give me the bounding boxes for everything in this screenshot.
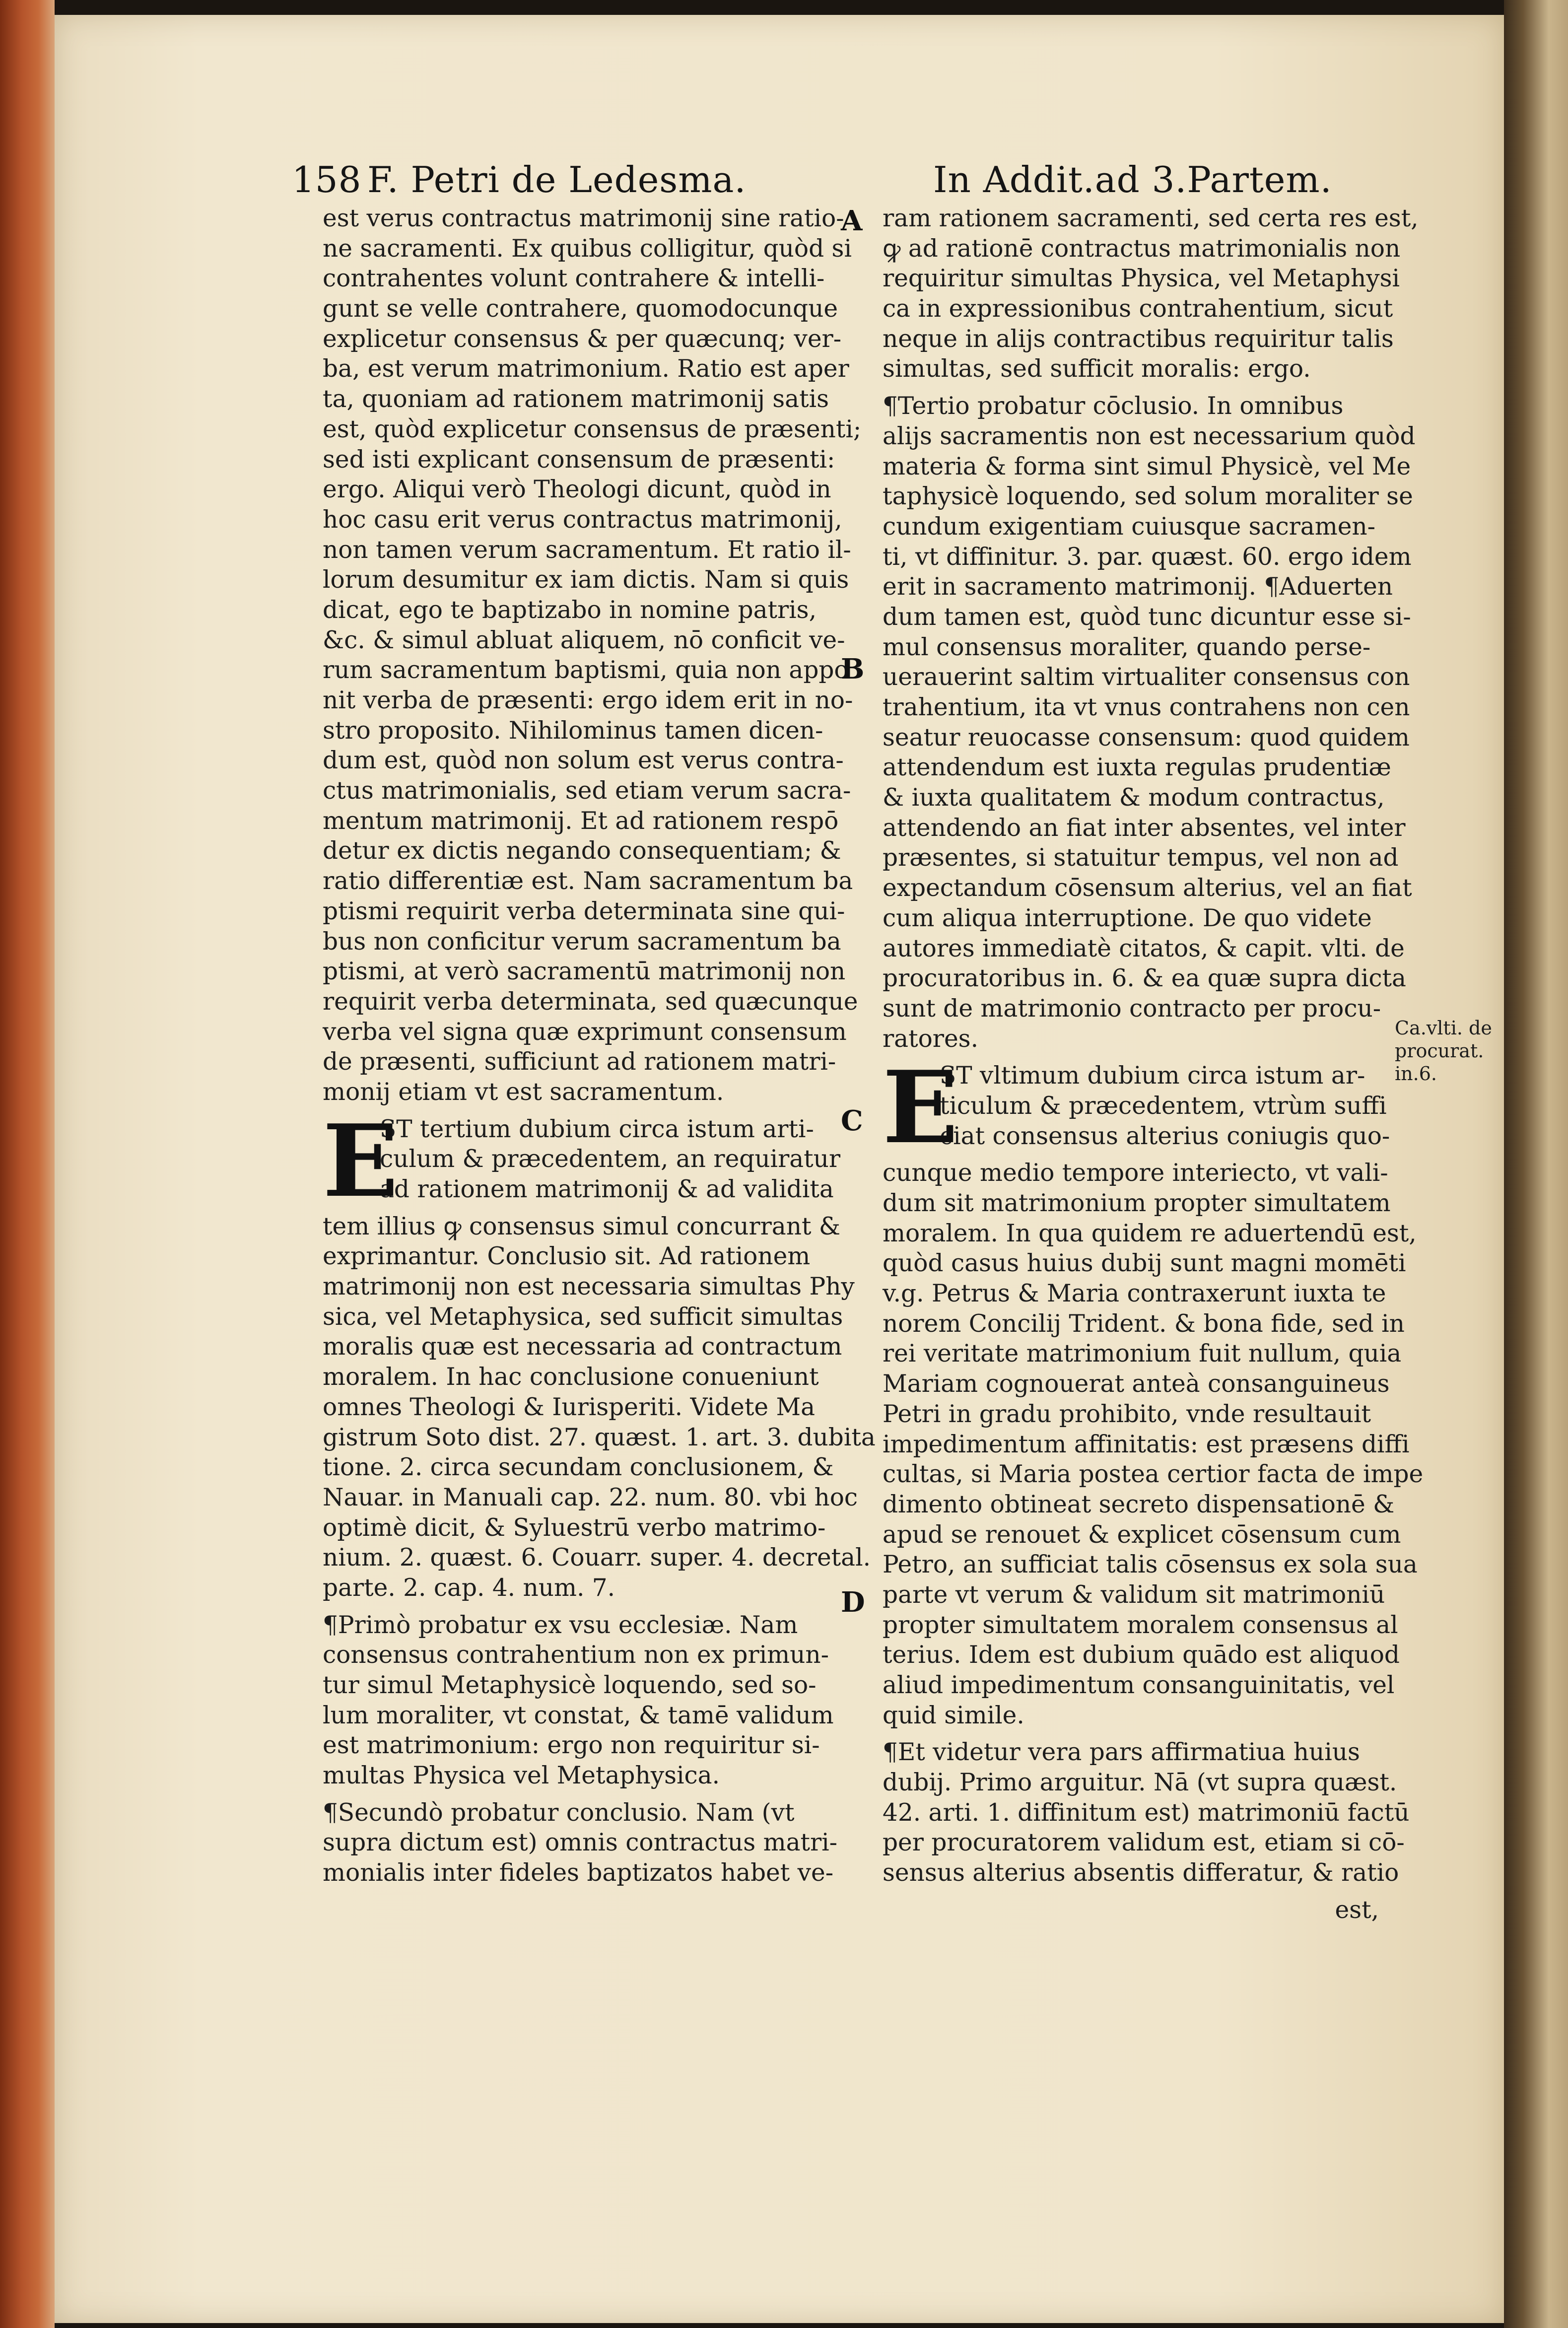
text-line: gistrum Soto dist. 27. quæst. 1. art. 3. dubita (323, 1423, 876, 1451)
text-line: parte vt verum & validum sit matrimoniū (883, 1580, 1385, 1609)
text-line: procuratoribus in. 6. & ea quæ supra dicta (883, 964, 1406, 993)
text-line: ptismi requirit verba determinata sine qui- (323, 897, 845, 925)
adjacent-page-edge (1504, 0, 1568, 2328)
dropcap-letter: E (323, 1102, 399, 1220)
text-line: impedimentum affinitatis: est præsens diffi (883, 1430, 1410, 1458)
text-line: nit verba de præsenti: ergo idem erit in no- (323, 686, 853, 714)
left-paragraph-1 (323, 204, 862, 1114)
text-line: est verus contractus matrimonij sine ratio- (323, 205, 844, 232)
marginal-note-line: procurat. (1395, 1040, 1484, 1062)
text-line: culum & præcedentem, an requiratur (380, 1145, 841, 1173)
text-line: sensus alterius absentis differatur, & ratio (883, 1859, 1399, 1887)
page-number: 158 (292, 159, 362, 201)
text-line: præsentes, si statuitur tempus, vel non ad (883, 844, 1399, 872)
book-spine-edge (0, 0, 55, 2328)
text-line: dum tamen est, quòd tunc dicuntur esse si- (883, 603, 1411, 631)
text-line: apud se renouet & explicet cōsensum cum (883, 1520, 1401, 1549)
text-line: quid simile. (883, 1701, 1024, 1729)
text-line: requiritur simultas Physica, vel Metaphysi (883, 265, 1400, 293)
text-line: dum est, quòd non solum est verus contra- (323, 747, 844, 775)
text-line: dimento obtineat secreto dispensationē & (883, 1490, 1395, 1518)
text-line: rei veritate matrimonium fuit nullum, quia (883, 1340, 1402, 1368)
catchword: est, (1335, 1896, 1379, 1924)
margin-letter-d: D (841, 1586, 865, 1619)
text-line: bus non conficitur verum sacramentum ba (323, 927, 841, 956)
text-line: tione. 2. circa secundam conclusionem, & (323, 1453, 834, 1482)
text-line: v.g. Petrus & Maria contraxerunt iuxta te (883, 1280, 1386, 1308)
text-line: ratores. (883, 1025, 978, 1053)
text-line: alijs sacramentis non est necessarium quòd (883, 422, 1416, 450)
text-line: propter simultatem moralem consensus al (883, 1611, 1398, 1639)
text-line: Petro, an sufficiat talis cōsensus ex sola sua (883, 1551, 1418, 1579)
text-line: supra dictum est) omnis contractus matri- (323, 1829, 838, 1857)
text-line: ergo. Aliqui verò Theologi dicunt, quòd in (323, 476, 831, 504)
text-line: mul consensus moraliter, quando perse- (883, 633, 1371, 661)
text-line: trahentium, ita vt vnus contrahens non cen (883, 693, 1410, 721)
text-line: detur ex dictis negando consequentiam; & (323, 837, 841, 865)
text-line: de præsenti, sufficiunt ad rationem matri- (323, 1048, 836, 1076)
text-line: est, quòd explicetur consensus de præsenti; (323, 415, 862, 443)
right-paragraph-3 (883, 1158, 1424, 1737)
text-line: ctus matrimonialis, sed etiam verum sacra- (323, 777, 851, 805)
text-line: quòd casus huius dubij sunt magni momēti (883, 1249, 1406, 1278)
text-line: ST vltimum dubium circa istum ar- (940, 1062, 1365, 1090)
marginal-note-line: in.6. (1395, 1063, 1437, 1085)
text-line: taphysicè loquendo, sed solum moraliter se (883, 482, 1413, 511)
text-line: sed isti explicant consensum de præsenti: (323, 445, 835, 474)
text-line: nium. 2. quæst. 6. Couarr. super. 4. decretal. (323, 1544, 871, 1572)
text-line: sunt de matrimonio contracto per procu- (883, 994, 1381, 1023)
text-line: matrimonij non est necessaria simultas Phy (323, 1273, 855, 1301)
text-line: explicetur consensus & per quæcunq; ver- (323, 325, 842, 353)
text-line: ratio differentiæ est. Nam sacramentum ba (323, 867, 853, 895)
text-line: moralem. In hac conclusione conueniunt (323, 1363, 819, 1391)
text-line: mentum matrimonij. Et ad rationem respō (323, 807, 839, 835)
text-line: ti, vt diffinitur. 3. par. quæst. 60. ergo idem (883, 543, 1412, 571)
text-line: autores immediatè citatos, & capit. vlti. de (883, 934, 1405, 962)
text-line: ad rationem matrimonij & ad validita (380, 1175, 834, 1203)
text-line: ram rationem sacramenti, sed certa res est, (883, 205, 1419, 232)
left-text-column (323, 204, 876, 1895)
text-line: contrahentes volunt contrahere & intelli- (323, 265, 825, 293)
text-line: aliud impedimentum consanguinitatis, vel (883, 1671, 1395, 1699)
text-line: attendendo an fiat inter absentes, vel inter (883, 814, 1406, 842)
text-line: tem illius ꝙ consensus simul concurrant & (323, 1212, 841, 1240)
text-line: attendendum est iuxta regulas prudentiæ (883, 753, 1391, 782)
text-line: Petri in gradu prohibito, vnde resultauit (883, 1400, 1371, 1428)
text-line: dicat, ego te baptizabo in nomine patris, (323, 596, 817, 624)
text-line: consensus contrahentium non ex primun- (323, 1641, 829, 1669)
text-line: 42. arti. 1. diffinitum est) matrimoniū factū (883, 1798, 1410, 1827)
text-line: rum sacramentum baptismi, quia non appo (323, 656, 849, 685)
text-line: ptismi, at verò sacramentū matrimonij non (323, 958, 846, 986)
text-line: terius. Idem est dubium quādo est aliquod (883, 1641, 1400, 1669)
text-line: ta, quoniam ad rationem matrimonij satis (323, 385, 829, 413)
text-line: multas Physica vel Metaphysica. (323, 1762, 720, 1790)
text-line: requirit verba determinata, sed quæcunque (323, 987, 858, 1016)
text-line: ca in expressionibus contrahentium, sicut (883, 295, 1393, 323)
text-line: sica, vel Metaphysica, sed sufficit simultas (323, 1302, 843, 1331)
right-text-column (883, 204, 1424, 1925)
text-line: materia & forma sint simul Physicè, vel Me (883, 452, 1411, 480)
text-line: gunt se velle contrahere, quomodocunque (323, 295, 838, 323)
text-line: ¶Secundò probatur conclusio. Nam (vt (323, 1798, 795, 1827)
text-line: ¶Tertio probatur cōclusio. In omnibus (883, 392, 1344, 420)
text-line: exprimantur. Conclusio sit. Ad rationem (323, 1242, 811, 1271)
text-line: dubij. Primo arguitur. Nā (vt supra quæst. (883, 1769, 1397, 1797)
text-line: ticulum & præcedentem, vtrùm suffi (940, 1092, 1387, 1120)
text-line: uerauerint saltim virtualiter consensus con (883, 663, 1410, 691)
right-paragraph-1 (883, 204, 1419, 391)
text-line: Nauar. in Manuali cap. 22. num. 80. vbi hoc (323, 1483, 858, 1511)
text-line: non tamen verum sacramentum. Et ratio il- (323, 536, 851, 564)
text-line: ba, est verum matrimonium. Ratio est aper (323, 355, 849, 383)
text-line: monialis inter fideles baptizatos habet ve- (323, 1859, 834, 1887)
text-line: per procuratorem validum est, etiam si cō- (883, 1829, 1405, 1857)
text-line: cundum exigentiam cuiusque sacramen- (883, 512, 1376, 541)
text-line: tur simul Metaphysicè loquendo, sed so- (323, 1671, 817, 1699)
text-line: lorum desumitur ex iam dictis. Nam si quis (323, 566, 849, 594)
text-line: neque in alijs contractibus requiritur talis (883, 325, 1394, 353)
text-line: hoc casu erit verus contractus matrimonij, (323, 505, 842, 534)
text-line: omnes Theologi & Iurisperiti. Videte Ma (323, 1393, 816, 1421)
text-line: monij etiam vt est sacramentum. (323, 1078, 724, 1106)
left-paragraph-2 (323, 1212, 876, 1610)
margin-letter-a: A (841, 205, 863, 237)
text-line: &c. & simul abluat aliquem, nō conficit ve- (323, 626, 845, 654)
text-line: cum aliqua interruptione. De quo videte (883, 904, 1372, 932)
text-line: cunque medio tempore interiecto, vt vali- (883, 1159, 1388, 1187)
text-line: moralem. In qua quidem re aduertendū est, (883, 1219, 1417, 1247)
text-line: seatur reuocasse consensum: quod quidem (883, 723, 1410, 752)
left-dropcap-paragraph (323, 1102, 876, 1610)
text-line: ST tertium dubium circa istum arti- (380, 1115, 814, 1143)
text-line: Mariam cognouerat anteà consanguineus (883, 1370, 1390, 1398)
text-line: ¶Et videtur vera pars affirmatiua huius (883, 1738, 1360, 1767)
right-paragraph-2 (883, 391, 1416, 1061)
marginal-note (1395, 1017, 1494, 1085)
running-subtitle: In Addit.ad 3.Partem. (933, 159, 1332, 201)
text-line: cultas, si Maria postea certior facta de impe (883, 1460, 1424, 1489)
text-line: ꝙ ad rationē contractus matrimonialis non (883, 234, 1401, 263)
text-line: stro proposito. Nihilominus tamen dicen- (323, 716, 823, 745)
left-paragraph-3 (323, 1610, 834, 1798)
text-line: & iuxta qualitatem & modum contractus, (883, 784, 1385, 812)
text-line: moralis quæ est necessaria ad contractum (323, 1333, 842, 1361)
running-title: F. Petri de Ledesma. (367, 159, 747, 201)
text-line: erit in sacramento matrimonij. ¶Aduerten (883, 573, 1393, 601)
text-line: est matrimonium: ergo non requiritur si- (323, 1731, 820, 1760)
margin-letter-c: C (841, 1104, 863, 1137)
text-line: norem Concilij Trident. & bona fide, sed in (883, 1309, 1405, 1338)
text-line: ciat consensus alterius coniugis quo- (940, 1122, 1390, 1150)
text-line: verba vel signa quæ exprimunt consensum (323, 1018, 847, 1046)
text-line: ne sacramenti. Ex quibus colligitur, quòd si (323, 234, 852, 263)
margin-letter-b: B (841, 653, 865, 685)
dropcap-letter: E (883, 1049, 958, 1166)
left-paragraph-4 (323, 1798, 838, 1895)
marginal-note-line: Ca.vlti. de (1395, 1017, 1492, 1039)
text-line: parte. 2. cap. 4. num. 7. (323, 1574, 615, 1602)
right-paragraph-4 (883, 1737, 1410, 1895)
text-line: expectandum cōsensum alterius, vel an fiat (883, 874, 1412, 902)
text-line: optimè dicit, & Syluestrū verbo matrimo- (323, 1513, 826, 1542)
text-line: ¶Primò probatur ex vsu ecclesiæ. Nam (323, 1611, 798, 1639)
text-line: lum moraliter, vt constat, & tamē validum (323, 1701, 834, 1729)
text-line: simultas, sed sufficit moralis: ergo. (883, 355, 1311, 383)
text-line: dum sit matrimonium propter simultatem (883, 1189, 1391, 1217)
